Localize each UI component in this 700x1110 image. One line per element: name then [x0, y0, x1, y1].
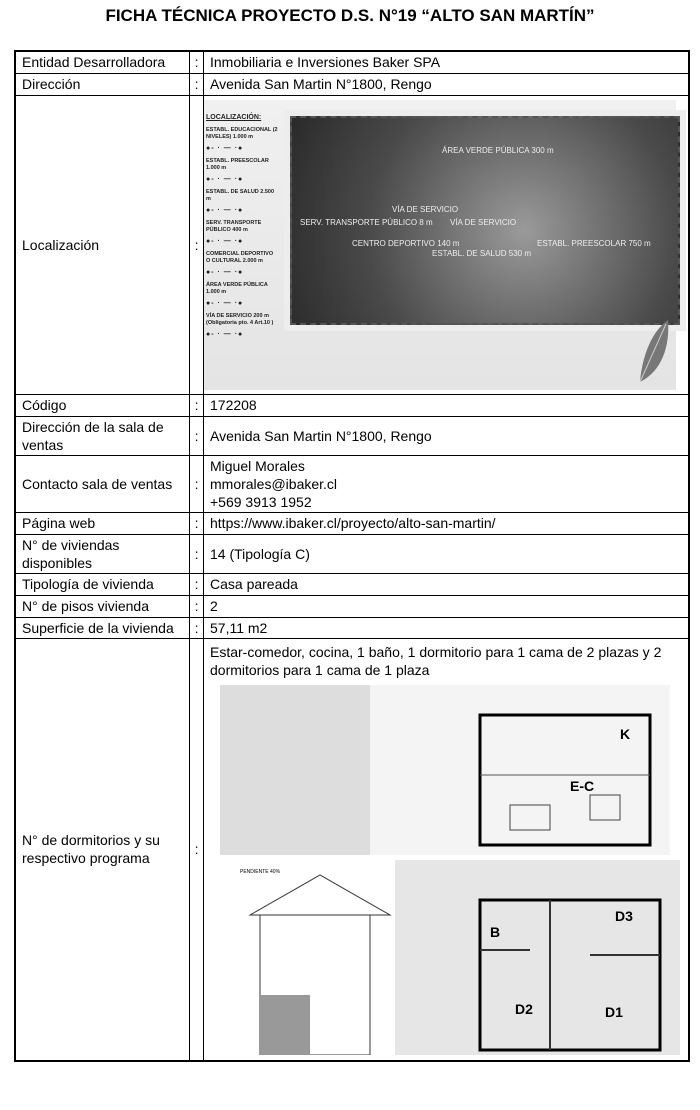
value: 2 — [204, 595, 690, 617]
row-dormitorios — [15, 638, 689, 1061]
map-label: VÍA DE SERVICIO — [450, 217, 517, 227]
row-entidad — [15, 51, 689, 73]
contact-name: Miguel Morales — [210, 457, 305, 474]
legend-item: COMERCIAL DEPORTIVO O CULTURAL 2.000 m — [206, 250, 274, 264]
value — [204, 455, 690, 512]
colon: : — [190, 455, 204, 512]
floor-plan-drawing — [210, 685, 682, 1055]
website-link[interactable]: https://www.ibaker.cl/proyecto/alto-san-martin/ — [210, 515, 496, 531]
row-pisos — [15, 595, 689, 617]
room-label-d1: D1 — [605, 1003, 623, 1020]
label: Localización — [15, 95, 190, 394]
label: Entidad Desarrolladora — [15, 51, 190, 73]
program-text: Estar-comedor, cocina, 1 baño, 1 dormitorio para 1 cama de 2 plazas y 2 dormitorios para 1 cama de 1 plaza — [210, 643, 662, 678]
legend-line-icon: ●- · — ·● — [206, 330, 244, 338]
room-label-kitchen: K — [620, 725, 631, 742]
map-legend — [206, 114, 278, 344]
colon: : — [190, 573, 204, 595]
aerial-photo — [290, 116, 680, 325]
value: 172208 — [204, 394, 690, 416]
legend-line-icon: ●- · — ·● — [206, 206, 244, 214]
colon: : — [190, 416, 204, 455]
value: 57,11 m2 — [204, 617, 690, 638]
legend-item: VÍA DE SERVICIO 200 m (Obligatoria pto. 4 Art.10 ) — [206, 312, 274, 326]
value: Inmobiliaria e Inversiones Baker SPA — [204, 51, 690, 73]
row-contacto — [15, 455, 689, 512]
value — [204, 95, 690, 394]
label: N° de pisos vivienda — [15, 595, 190, 617]
room-label-bath: B — [490, 923, 501, 940]
contact-email-link[interactable]: mmorales@ibaker.cl — [210, 475, 338, 492]
colon: : — [190, 512, 204, 534]
label: Superficie de la vivienda — [15, 617, 190, 638]
leaf-icon — [632, 316, 672, 386]
legend-line-icon: ●- · — ·● — [206, 299, 244, 307]
label: Dirección de la sala de ventas — [15, 416, 190, 455]
legend-line-icon: ●- · — ·● — [206, 237, 244, 245]
location-map — [204, 100, 676, 390]
map-label: ESTABL. PREESCOLAR 750 m — [537, 238, 651, 248]
map-label: CENTRO DEPORTIVO 140 m — [352, 238, 460, 248]
value: Avenida San Martin N°1800, Rengo — [204, 416, 690, 455]
value: Avenida San Martin N°1800, Rengo — [204, 73, 690, 95]
map-label: ÁREA VERDE PÚBLICA 300 m — [442, 145, 554, 155]
value: Casa pareada — [204, 573, 690, 595]
legend-item: ÁREA VERDE PÚBLICA 1.000 m — [206, 281, 268, 295]
legend-line-icon: ●- · — ·● — [206, 268, 244, 276]
row-viviendas — [15, 534, 689, 573]
row-tipologia — [15, 573, 689, 595]
label: Tipología de vivienda — [15, 573, 190, 595]
row-codigo — [15, 394, 689, 416]
map-label: ESTABL. DE SALUD 530 m — [432, 248, 531, 258]
colon: : — [190, 638, 204, 1061]
legend-item: ESTABL. EDUCACIONAL (2 NIVELES) 1.000 m — [206, 126, 278, 140]
map-label: SERV. TRANSPORTE PÚBLICO 8 m — [300, 217, 433, 227]
colon: : — [190, 95, 204, 394]
value — [204, 638, 690, 1061]
technical-sheet-table — [14, 50, 690, 1062]
room-label-living: E-C — [570, 777, 595, 794]
colon: : — [190, 534, 204, 573]
row-direccion — [15, 73, 689, 95]
row-web — [15, 512, 689, 534]
colon: : — [190, 617, 204, 638]
row-sala-ventas — [15, 416, 689, 455]
label: Dirección — [15, 73, 190, 95]
contact-phone: +569 3913 1952 — [210, 493, 312, 510]
label: Página web — [15, 512, 190, 534]
colon: : — [190, 394, 204, 416]
colon: : — [190, 51, 204, 73]
colon: : — [190, 595, 204, 617]
legend-item: SERV. TRANSPORTE PÚBLICO 400 m — [206, 219, 262, 233]
legend-line-icon: ●- · — ·● — [206, 144, 244, 152]
label: N° de viviendas disponibles — [15, 534, 190, 573]
page-title: FICHA TÉCNICA PROYECTO D.S. N°19 “ALTO SAN MARTÍN” — [105, 6, 595, 25]
row-superficie — [15, 617, 689, 638]
map-label: VÍA DE SERVICIO — [392, 204, 459, 214]
legend-item: ESTABL. DE SALUD 2.500 m — [206, 188, 275, 202]
colon: : — [190, 73, 204, 95]
label: Código — [15, 394, 190, 416]
row-localizacion — [15, 95, 689, 394]
legend-title: LOCALIZACIÓN: — [206, 113, 262, 121]
roof-note: PENDIENTE 40% — [240, 868, 281, 875]
label: Contacto sala de ventas — [15, 455, 190, 512]
legend-item: ESTABL. PREESCOLAR 1.000 m — [206, 157, 269, 171]
room-label-d3: D3 — [615, 907, 633, 924]
label: N° de dormitorios y su respectivo programa — [15, 638, 190, 1061]
legend-line-icon: ●- · — ·● — [206, 175, 244, 183]
room-label-d2: D2 — [515, 1000, 533, 1017]
value: 14 (Tipología C) — [204, 534, 690, 573]
floor-plans — [210, 685, 682, 1055]
